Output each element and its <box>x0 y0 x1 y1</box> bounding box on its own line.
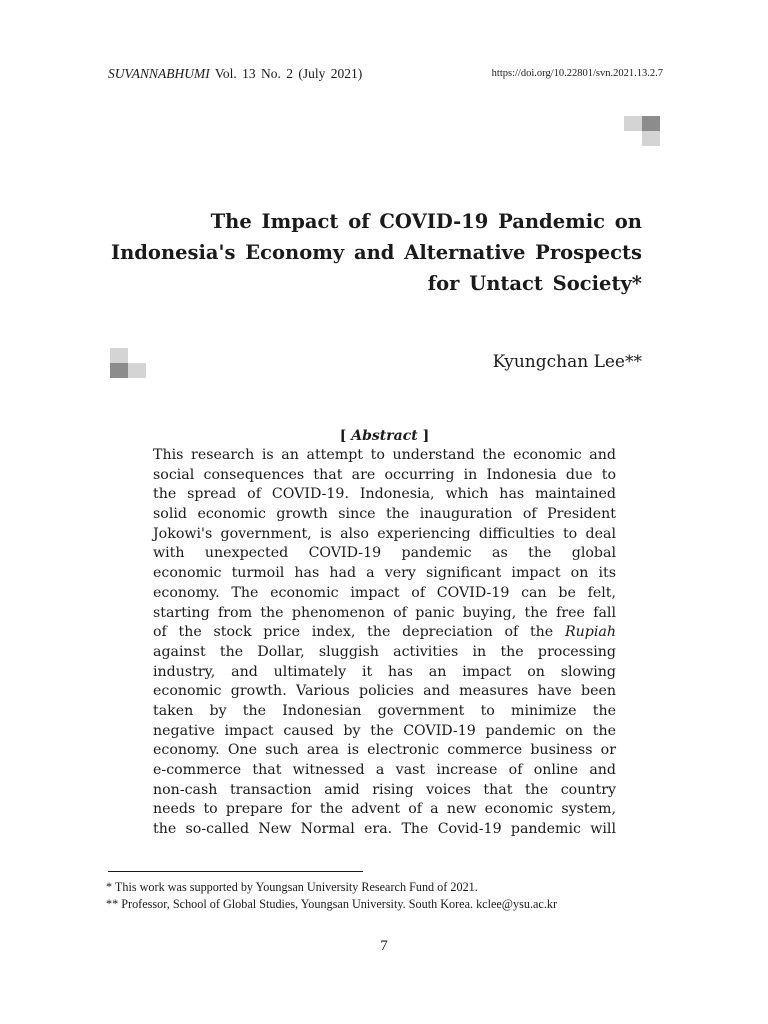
abstract-line: needs to prepare for the advent of a new economic system, <box>153 801 616 818</box>
abstract-line: non-cash transaction amid rising voices that the country <box>153 781 616 798</box>
abstract-line: industry, and ultimately it has an impact on slowing <box>153 663 616 680</box>
abstract-line: negative impact caused by the COVID-19 pandemic on the <box>153 722 616 739</box>
abstract-line: taken by the Indonesian government to minimize the <box>153 702 616 719</box>
abstract-line: This research is an attempt to understand the economic and <box>153 447 616 463</box>
abstract-line: solid economic growth since the inauguration of President <box>153 506 616 523</box>
title-line: Indonesia's Economy and Alternative Prospects <box>111 241 642 264</box>
abstract-line: e-commerce that witnessed a vast increase of online and <box>153 762 616 778</box>
abstract-line: economy. One such area is electronic commerce business or <box>153 742 616 759</box>
footnote-divider <box>108 871 363 872</box>
deco-square <box>642 116 660 131</box>
abstract-line-with-italic <box>153 623 616 643</box>
abstract-line: starting from the phenomenon of panic buying, the free fall <box>153 604 616 621</box>
journal-name: SUVANNABHUMI <box>108 66 210 81</box>
abstract-line: against the Dollar, sluggish activities in the processing <box>153 643 616 660</box>
page-number: 7 <box>380 938 388 954</box>
deco-square <box>642 131 660 146</box>
article-title <box>108 206 642 299</box>
title-line: for Untact Society* <box>427 272 642 295</box>
abstract-line: the so-called New Normal era. The Covid-19 pandemic will <box>153 821 616 838</box>
abstract-bracket-open: [ <box>339 428 347 444</box>
deco-square <box>110 363 128 378</box>
abstract-bracket-close: ] <box>422 428 430 444</box>
abstract-line: social consequences that are occurring in Indonesia due to <box>153 466 616 483</box>
deco-square <box>128 363 146 378</box>
abstract-line: economic growth. Various policies and measures have been <box>153 683 616 700</box>
abstract-line: Jokowi's government, is also experiencing difficulties to deal <box>153 525 616 542</box>
abstract-line: economy. The economic impact of COVID-19 can be felt, <box>153 584 616 601</box>
running-head <box>108 66 663 84</box>
running-head-citation <box>108 66 362 82</box>
abstract-heading <box>153 428 616 444</box>
abstract-body <box>153 446 616 840</box>
doi-link[interactable]: https://doi.org/10.22801/svn.2021.13.2.7 <box>491 68 663 79</box>
italic-term-rupiah: Rupiah <box>564 624 616 641</box>
footnote-author-affiliation: ** Professor, School of Global Studies, Youngsan University. South Korea. kclee@ysu.ac.kr <box>106 897 558 911</box>
abstract-label: Abstract <box>351 428 418 444</box>
footnotes <box>106 879 557 913</box>
abstract-line: with unexpected COVID-19 pandemic as the global <box>153 545 616 562</box>
footnote-funding: * This work was supported by Youngsan University Research Fund of 2021. <box>106 880 478 894</box>
title-line: The Impact of COVID-19 Pandemic on <box>210 210 642 233</box>
deco-square <box>624 116 642 131</box>
deco-square <box>110 348 128 363</box>
author-name: Kyungchan Lee** <box>492 352 642 372</box>
abstract-line-text: of the stock price index, the depreciation of the <box>153 624 554 641</box>
abstract-line: the spread of COVID-19. Indonesia, which has maintained <box>153 486 616 503</box>
abstract-line: economic turmoil has had a very significant impact on its <box>153 565 616 582</box>
journal-issue: Vol. 13 No. 2 (July 2021) <box>214 66 363 81</box>
